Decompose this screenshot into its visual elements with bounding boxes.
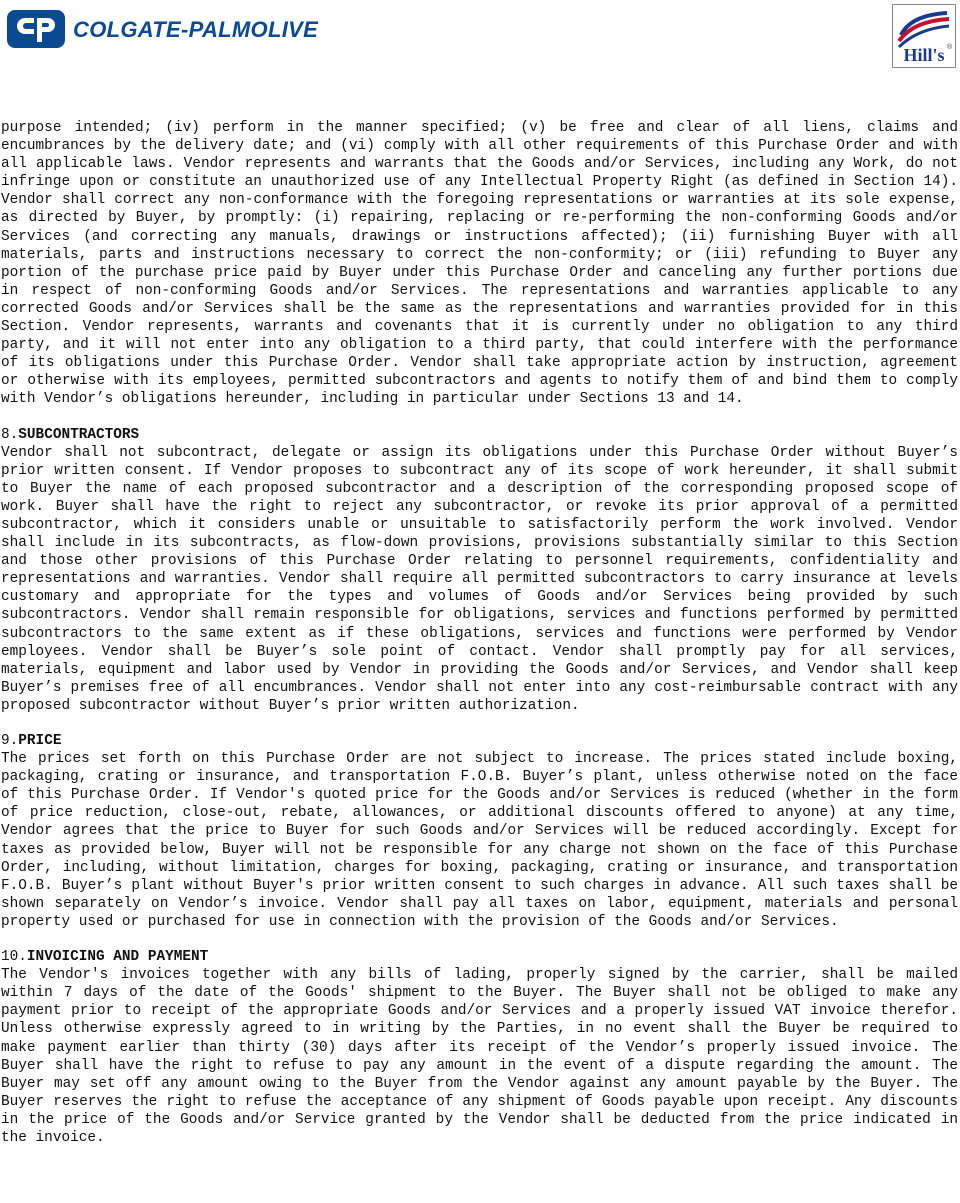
section-number: 9. bbox=[1, 733, 19, 749]
section-title: SUBCONTRACTORS bbox=[18, 426, 140, 443]
section-heading-subcontractors bbox=[1, 426, 958, 444]
hills-logo-icon bbox=[893, 5, 955, 67]
document-body bbox=[1, 119, 958, 1147]
hills-wordmark: Hill's bbox=[903, 45, 945, 65]
intro-paragraph: purpose intended; (iv) perform in the manner specified; (v) be free and clear of all liens, claims and encumbrances by the delivery date; and (vi) comply with all other requirements of this Purchase Order and with all applicable laws. Vendor represents and warrants that the Goods and/or Services, including any Work, do not infringe upon or constitute an unauthorized use of any Intellectual Property Right (as defined in Section 14). Vendor shall correct any non-conformance with the foregoing representations or warranties at its sole expense, as directed by Buyer, by promptly: (i) repairing, replacing or re-performing the non-conforming Goods and/or Services (and correcting any manuals, drawings or instructions affected); (ii) furnishing Buyer with all materials, parts and instructions necessary to correct the non-conformity; or (iii) refunding to Buyer any portion of the purchase price paid by Buyer under this Purchase Order and canceling any further portions due in respect of non-conforming Goods and/or Services. The representations and warranties applicable to any corrected Goods and/or Services shall be the same as the representations and warranties provided for in this Section. Vendor represents, warrants and covenants that it is currently under no obligation to any third party, and it will not enter into any obligation to a third party, that could interfere with the performance of its obligations under this Purchase Order. Vendor shall take appropriate action by instruction, agreement or otherwise with its employees, permitted subcontractors and agents to notify them of and bind them to comply with Vendor’s obligations hereunder, including in particular under Sections 13 and 14. bbox=[1, 120, 958, 408]
section-body-price: The prices set forth on this Purchase Order are not subject to increase. The prices stated include boxing, packaging, crating or insurance, and transportation F.O.B. Buyer’s plant, unless otherwise noted on the face of this Purchase Order. If Vendor's quoted price for the Goods and/or Services is reduced (whether in the form of price reduction, close-out, rebate, allowances, or additional discounts offered to anyone) at any time, Vendor agrees that the price to Buyer for such Goods and/or Services will be reduced accordingly. Except for taxes as provided below, Buyer will not be responsible for any charge not shown on the face of this Purchase Order, including, without limitation, charges for boxing, packaging, crating or insurance, and transportation F.O.B. Buyer’s plant without Buyer's prior written consent to such charges in advance. All such taxes shall be shown separately on Vendor’s invoice. Vendor shall pay all taxes on labor, equipment, materials and personal property used or purchased for use in connection with the provision of the Goods and/or Services. bbox=[1, 751, 958, 930]
section-title: PRICE bbox=[18, 733, 62, 749]
colgate-palmolive-mark-icon bbox=[7, 8, 65, 50]
section-number: 8. bbox=[1, 426, 19, 443]
page-header bbox=[0, 0, 960, 80]
section-body-invoicing: The Vendor's invoices together with any bills of lading, properly signed by the carrier, shall be mailed within 7 days of the date of the Goods' shipment to the Buyer. The Buyer shall not be obliged to make any payment prior to receipt of the appropriate Goods and/or Services and a properly issued VAT invoice therefor. Unless otherwise expressly agreed to in writing by the Parties, in no event shall the Buyer be required to make payment earlier than thirty (30) days after its receipt of the Vendor’s properly issued invoice. The Buyer shall have the right to refuse to pay any amount in the event of a dispute regarding the amount. The Buyer may set off any amount owing to the Buyer from the Vendor against any amount payable by the Buyer. The Buyer reserves the right to refuse the acceptance of any shipment of Goods payable upon receipt. Any discounts in the price of the Goods and/or Service granted by the Vendor shall be deducted from the price indicated in the invoice. bbox=[1, 967, 958, 1146]
colgate-palmolive-logo bbox=[7, 8, 318, 50]
section-heading-price bbox=[1, 732, 958, 750]
registered-mark: ® bbox=[947, 44, 953, 51]
section-heading-invoicing bbox=[1, 948, 958, 966]
colgate-palmolive-wordmark: COLGATE-PALMOLIVE bbox=[73, 17, 319, 42]
hills-logo bbox=[892, 4, 956, 68]
section-title: INVOICING AND PAYMENT bbox=[26, 949, 209, 966]
section-number: 10. bbox=[1, 949, 27, 966]
section-body-subcontractors: Vendor shall not subcontract, delegate or assign its obligations under this Purchase Order without Buyer’s prior written consent. If Vendor proposes to subcontract any of its scope of work hereunder, it shall submit to Buyer the name of each proposed subcontractor and a description of the corresponding proposed scope of work. Buyer shall have the right to reject any subcontractor, or revoke its prior approval of a permitted subcontractor, which it considers unable or unsuitable to satisfactorily perform the work involved. Vendor shall include in its subcontracts, as flow-down provisions, provisions substantially similar to this Section and those other provisions of this Purchase Order relating to personnel requirements, confidentiality and representations and warranties. Vendor shall require all permitted subcontractors to carry insurance at levels customary and appropriate for the types and volumes of Goods and/or Services being provided by such subcontractors. Vendor shall remain responsible for obligations, services and functions performed by permitted subcontractors to the same extent as if these obligations, services and functions were performed by Vendor employees. Vendor shall be Buyer’s sole point of contact. Vendor shall promptly pay for all services, materials, equipment and labor used by Vendor in providing the Goods and/or Services, and Vendor shall keep Buyer’s premises free of all encumbrances. Vendor shall not enter into any cost-reimbursable contract with any proposed subcontractor without Buyer’s prior written authorization. bbox=[1, 444, 958, 714]
